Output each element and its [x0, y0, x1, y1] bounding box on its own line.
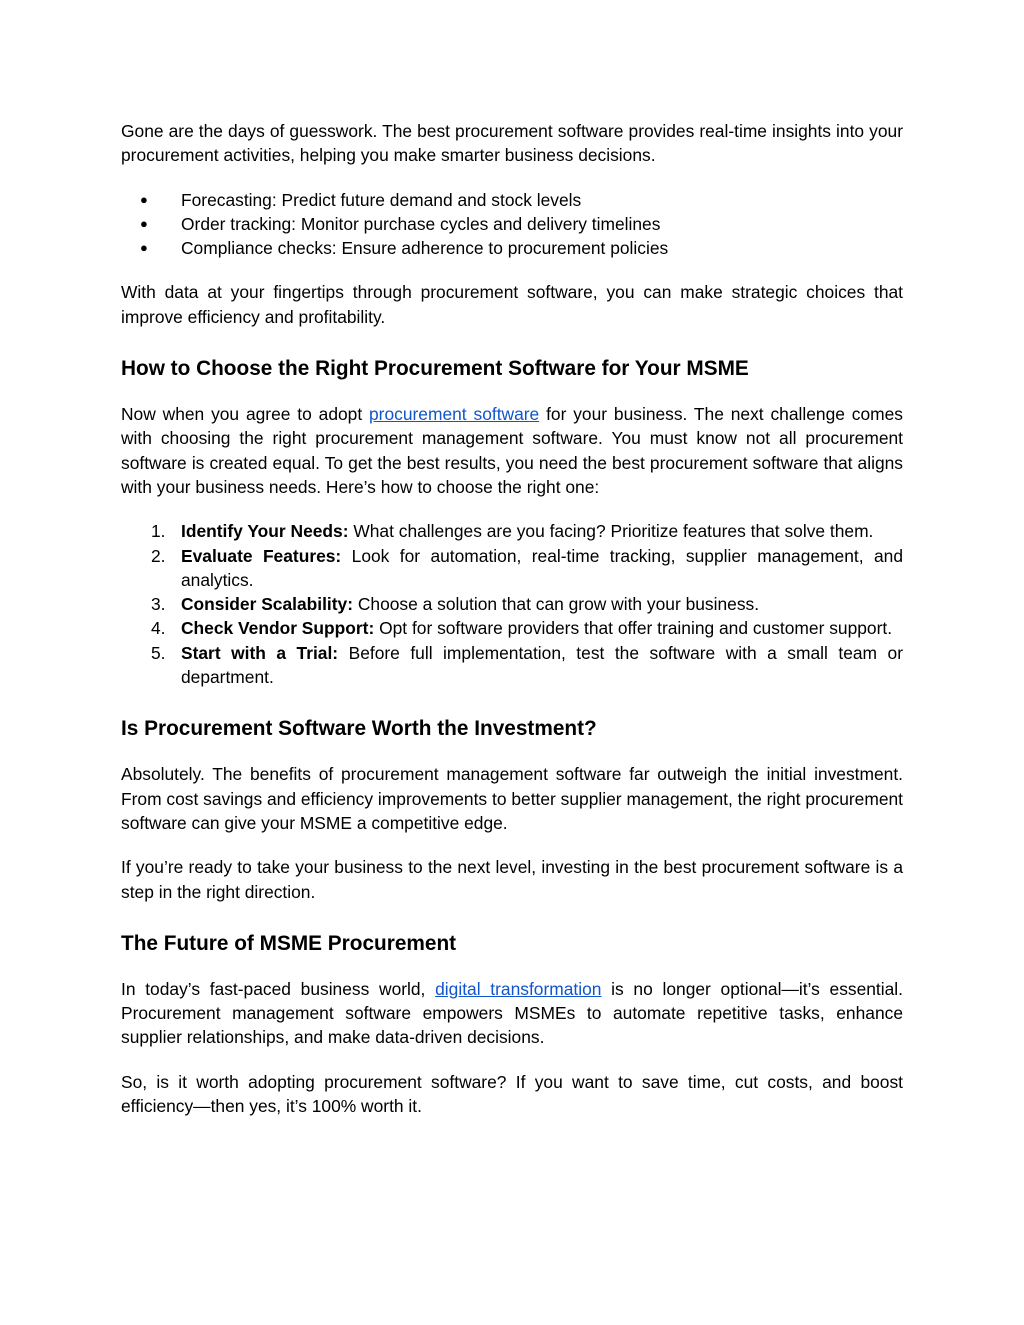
step-number: 5.: [151, 642, 166, 663]
step-text: Look for automation, real-time tracking, supplier management, and analytics.: [181, 545, 903, 590]
choose-text-before-link: Now when you agree to adopt: [121, 404, 370, 425]
list-item: [121, 616, 903, 640]
step-number: 4.: [151, 618, 166, 639]
step-label: Consider Scalability:: [181, 594, 354, 615]
step-text: What challenges are you facing? Prioritize features that solve them.: [348, 521, 874, 542]
list-item: [121, 592, 903, 616]
future-text-after-link: is no longer optional—it’s essential. Procurement management software empowers MSMEs to automate repetitive tasks, enhance supplier relationships, and make data-driven decisions.: [121, 978, 903, 1048]
step-label: Identify Your Needs:: [181, 521, 349, 542]
step-text: Choose a solution that can grow with your business.: [353, 594, 760, 615]
choose-text-after-link: for your business. The next challenge comes with choosing the right procurement management software. You must know not all procurement software is created equal. To get the best results, you need the best procurement software that aligns with your business needs. Here’s how to choose the right one:: [121, 404, 903, 497]
digital-transformation-link[interactable]: digital transformation: [435, 978, 602, 999]
step-label: Evaluate Features:: [181, 545, 342, 566]
step-text: Opt for software providers that offer training and customer support.: [374, 618, 893, 639]
insights-bullet-list: [121, 188, 903, 261]
intro-paragraph: Gone are the days of guesswork. The best procurement software provides real-time insights into your procurement activities, helping you make smarter business decisions.: [121, 121, 903, 166]
step-number: 3.: [151, 594, 166, 615]
list-item: [121, 641, 903, 690]
list-item: [121, 519, 903, 543]
future-text-before-link: In today’s fast-paced business world,: [121, 978, 436, 999]
selection-steps-list: [121, 519, 903, 689]
future-paragraph-1: [121, 977, 903, 1050]
document-page: [121, 119, 903, 1118]
list-item: [121, 544, 903, 593]
list-item-text: Order tracking: Monitor purchase cycles and delivery timelines: [181, 213, 661, 234]
section-heading-choose: How to Choose the Right Procurement Software for Your MSME: [121, 357, 749, 381]
bullet-icon: ●: [140, 240, 148, 256]
bullet-icon: ●: [140, 191, 148, 207]
step-label: Start with a Trial:: [181, 642, 339, 663]
section-heading-worth: Is Procurement Software Worth the Investment?: [121, 717, 597, 741]
worth-paragraph-2: If you’re ready to take your business to the next level, investing in the best procurement software is a step in the right direction.: [121, 857, 903, 902]
list-item: [121, 188, 903, 212]
section-heading-future: The Future of MSME Procurement: [121, 931, 457, 955]
bullet-icon: ●: [140, 215, 148, 231]
list-item: [121, 212, 903, 236]
step-number: 2.: [151, 545, 166, 566]
intro-closing-paragraph: With data at your fingertips through procurement software, you can make strategic choices that improve efficiency and profitability.: [121, 282, 903, 327]
procurement-software-link[interactable]: procurement software: [369, 404, 540, 425]
future-paragraph-2: So, is it worth adopting procurement software? If you want to save time, cut costs, and boost efficiency—then yes, it’s 100% worth it.: [121, 1071, 903, 1117]
choose-paragraph: [121, 402, 903, 499]
step-number: 1.: [151, 521, 166, 542]
step-label: Check Vendor Support:: [181, 618, 375, 639]
worth-paragraph-1: Absolutely. The benefits of procurement management software far outweigh the initial investment. From cost savings and efficiency improvements to better supplier management, the right procurement software can give your MSME a competitive edge.: [121, 764, 903, 833]
list-item-text: Forecasting: Predict future demand and stock levels: [181, 189, 582, 210]
list-item-text: Compliance checks: Ensure adherence to procurement policies: [181, 238, 669, 259]
step-text: Before full implementation, test the software with a small team or department.: [181, 642, 903, 688]
list-item: [121, 236, 903, 260]
